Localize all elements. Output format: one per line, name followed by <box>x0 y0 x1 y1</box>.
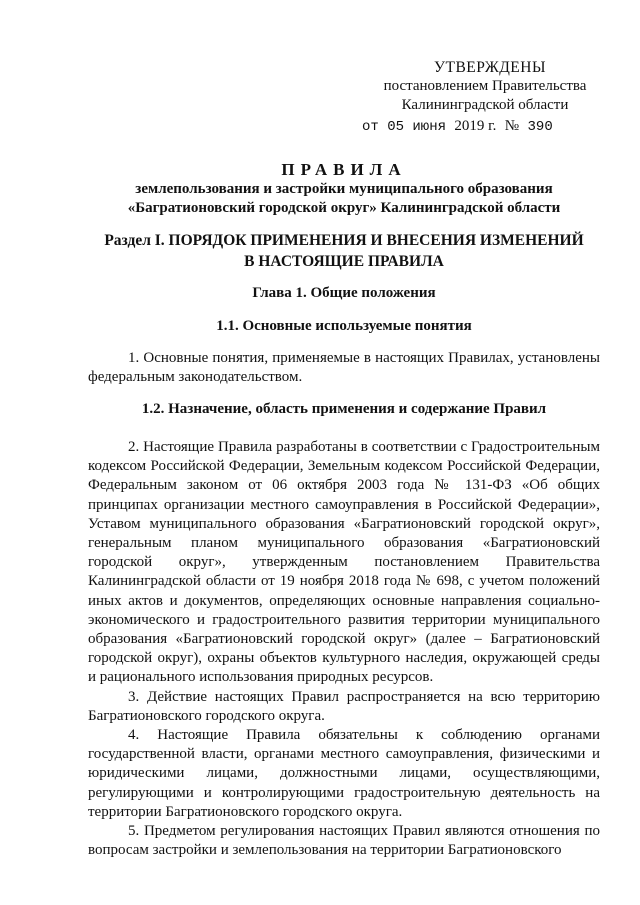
approval-number-label: № <box>504 118 520 134</box>
section-line-1: Раздел I. ПОРЯДОК ПРИМЕНЕНИЯ И ВНЕСЕНИЯ ИЗМЕНЕНИЙ <box>104 232 584 249</box>
clause-heading-1-2: 1.2. Назначение, область применения и содержание Правил <box>141 401 547 417</box>
clause-heading-1-1: 1.1. Основные используемые понятия <box>216 318 472 334</box>
subtitle-line-1: землепользования и застройки муниципального образования <box>135 181 553 197</box>
approval-number: 390 <box>527 119 553 135</box>
approval-date-line <box>360 117 610 137</box>
approval-year: 2019 г. <box>454 118 497 134</box>
paragraph-1: 1. Основные понятия, применяемые в настоящих Правилах, установлены федеральным законодательством. <box>88 350 600 386</box>
paragraph-2: 2. Настоящие Правила разработаны в соответствии с Градостроительным кодексом Российской Федерации, Земельным кодексом Российской Федерации, Федеральным законом от 06 октября 2003 года № 131-ФЗ «Об общих принципах организации местного самоуправления в Российской Федерации», Уставом муниципального образования «Багратионовский городской округ», генеральным планом муниципального образования «Багратионовский городской округ», утвержденным постановлением Правительства Калининградской области от 19 ноября 2018 года № 698, с учетом положений иных актов и документов, определяющих основные направления социально-экономического и градостроительного развития территории муниципального образования «Багратионовский городской округ» (далее – Багратионовский городской округ), охраны объектов культурного наследия, окружающей среды и рационального использования природных ресурсов. <box>88 439 600 686</box>
document-title: ПРАВИЛА <box>281 160 407 179</box>
paragraph-4: 4. Настоящие Правила обязательны к соблюдению органами государственной власти, органами местного самоуправления, физическими и юридическими лицами, должностными лицами, осуществляющими, регулирующими и контролирующими градостроительную деятельность на территории Багратионовского городского округа. <box>88 727 600 820</box>
body-block-2 <box>88 438 600 860</box>
section-line-2: В НАСТОЯЩИЕ ПРАВИЛА <box>244 253 444 270</box>
approval-line-2: Калининградской области <box>401 97 569 113</box>
paragraph-3: 3. Действие настоящих Правил распространяется на всю территорию Багратионовского городского округа. <box>88 688 600 724</box>
approval-title: УТВЕРЖДЕНЫ <box>434 59 546 76</box>
section-heading <box>88 230 600 272</box>
subtitle-line-2: «Багратионовский городской округ» Калининградской области <box>127 200 561 216</box>
chapter-heading: Глава 1. Общие положения <box>252 285 436 301</box>
approval-line-1: постановлением Правительства <box>383 78 587 94</box>
paragraph-5: 5. Предметом регулирования настоящих Правил являются отношения по вопросам застройки и землепользования на территории Багратионовского <box>88 823 600 859</box>
document-subtitle <box>88 180 600 218</box>
approval-date: от 05 июня <box>362 119 447 135</box>
body-block-1 <box>88 349 600 387</box>
approval-stamp <box>360 58 610 137</box>
